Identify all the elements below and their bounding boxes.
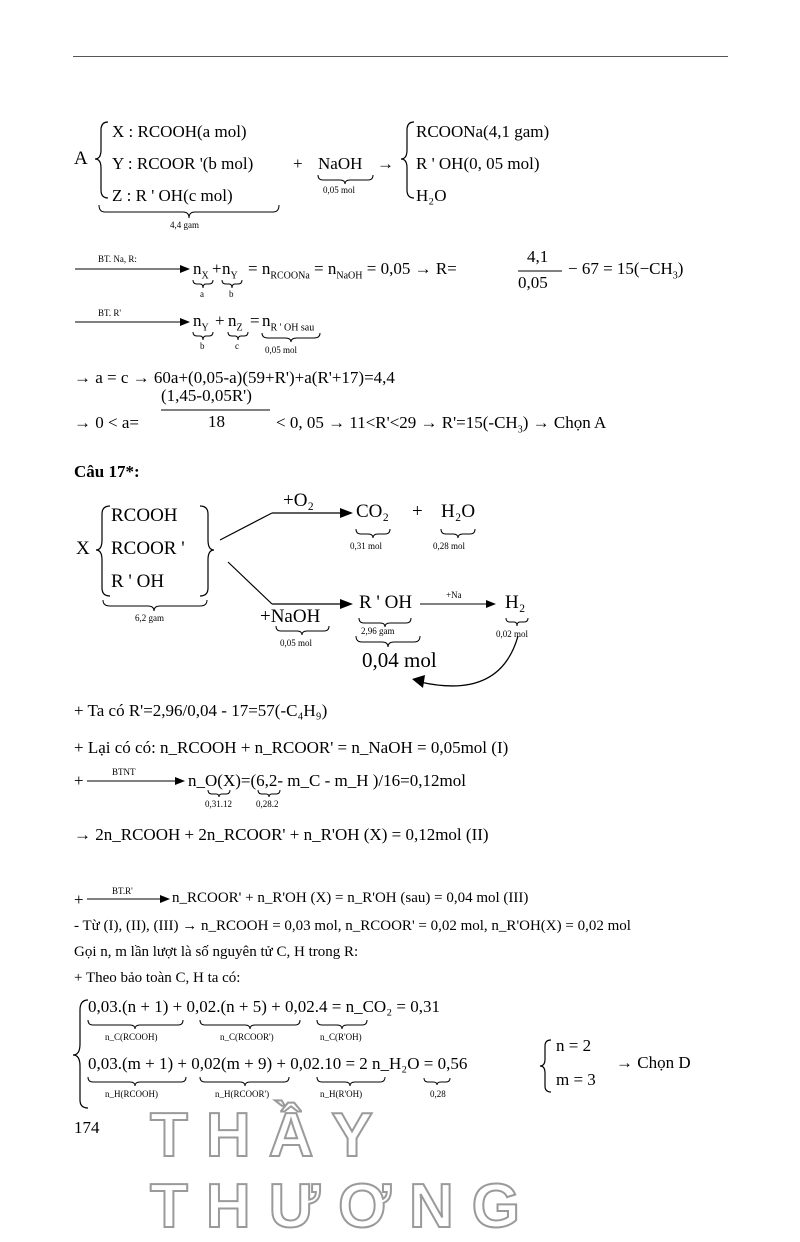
sys-r2-a: n_H(RCOOH) <box>105 1089 158 1099</box>
line4-pre: → 0 < a= <box>74 413 139 432</box>
naoh-1-sub: 0,05 mol <box>323 185 356 195</box>
co2: CO₂ <box>356 501 390 522</box>
btr-label: BT.R' <box>112 886 133 896</box>
question-title: Câu 17*: <box>74 462 140 481</box>
mh-sub: 0,28.2 <box>256 799 279 809</box>
sys-r1-c: n_C(R'OH) <box>320 1032 362 1042</box>
item-z: Z : R ' OH(c mol) <box>112 186 233 205</box>
co2-sub: 0,31 mol <box>350 541 383 551</box>
line1-eq: = $n_{RCOONa} = n_{NaOH} = 0,05 \to R=$ <box>248 259 457 282</box>
step-6: - Từ (I), (II), (III) → n_RCOOH = 0,03 mol, n_RCOOR' = 0,02 mol, n_R'OH(X) = 0,02 mol <box>74 918 631 934</box>
plus-nx: + <box>212 259 222 278</box>
line2-plus: + <box>215 311 225 330</box>
btnt-label: BTNT <box>112 767 136 777</box>
b2-item2: RCOOR ' <box>111 538 185 559</box>
b2-item3: R ' OH <box>111 571 165 592</box>
page-number: 174 <box>74 1118 100 1137</box>
item-y: Y : RCOOR '(b mol) <box>112 154 254 173</box>
bt-na-label: BT. Na, R: <box>98 254 137 264</box>
sys-r2-b: n_H(RCOOR') <box>215 1089 270 1099</box>
step-4: → 2n_RCOOH + 2n_RCOOR' + n_R'OH (X) = 0,12mol (II) <box>74 825 489 844</box>
b2-mass: 6,2 gam <box>135 613 164 623</box>
result-m: m = 3 <box>556 1070 596 1089</box>
roh-sub: 2,96 gam <box>361 626 395 636</box>
step-7: Gọi n, m lần lượt là số nguyên tử C, H trong R: <box>74 944 359 960</box>
step-3-pre: + <box>74 771 84 790</box>
item-x: X : RCOOH(a mol) <box>112 122 247 141</box>
step-5: n_RCOOR' + n_R'OH (X) = n_R'OH (sau) = 0,04 mol (III) <box>172 890 529 906</box>
line2-eq: = <box>250 311 260 330</box>
mc-sub: 0,31.12 <box>205 799 232 809</box>
plus-1: + <box>293 154 303 173</box>
step-1: + Ta có R'=2,96/0,04 - 17=57(-C₄H₉) <box>74 701 328 720</box>
line2-c: c <box>235 341 239 351</box>
sys-row2: 0,03.(m + 1) + 0,02(m + 9) + 0,02.10 = 2 n_H₂O = 0,56 <box>88 1054 468 1073</box>
nx: $n_X$ <box>193 259 209 282</box>
choice-d: → Chọn D <box>616 1053 691 1072</box>
sys-r1-b: n_C(RCOOR') <box>220 1032 274 1042</box>
sub-b: b <box>229 289 234 299</box>
naoh-1: NaOH <box>318 154 363 173</box>
sub-a: a <box>200 289 204 299</box>
sys-r1-a: n_C(RCOOH) <box>105 1032 158 1042</box>
b2-item1: RCOOH <box>111 505 178 526</box>
result-n: n = 2 <box>556 1036 592 1055</box>
sys-row1: 0,03.(n + 1) + 0,02.(n + 5) + 0,02.4 = n_CO₂ = 0,31 <box>88 997 440 1016</box>
naoh-2: +NaOH <box>260 606 321 627</box>
line1-tail: − $67 = 15(-CH_3)$ <box>568 259 684 282</box>
roh: R ' OH <box>359 592 413 613</box>
na-label: +Na <box>446 590 462 600</box>
product-3: H₂O <box>416 186 447 205</box>
frac-num: 4,1 <box>527 247 549 266</box>
line2-nz: $n_Z$ <box>228 311 243 334</box>
bt-r-label: BT. R' <box>98 308 121 318</box>
label-a: A <box>74 148 88 169</box>
line2-b: b <box>200 341 205 351</box>
step-3: n_O(X)=(6,2- m_C - m_H )/16=0,12mol <box>188 771 466 790</box>
step-5-pre: + <box>74 890 84 909</box>
sys-r2-d: 0,28 <box>430 1089 446 1099</box>
naoh-2-sub: 0,05 mol <box>280 638 313 648</box>
h2-sub: 0,02 mol <box>496 629 529 639</box>
mass-a: 4,4 gam <box>170 220 199 230</box>
ny: $n_Y$ <box>222 259 238 282</box>
line2-nr: $n_{R ' OH sau}$ <box>262 311 315 334</box>
h2o: H₂O <box>441 501 476 522</box>
product-2: R ' OH(0, 05 mol) <box>416 154 540 173</box>
o2-label: +O₂ <box>283 490 315 511</box>
step-2: + Lại có có: n_RCOOH + n_RCOOR' = n_NaOH = 0,05mol (I) <box>74 738 509 757</box>
line3: → a = c → 60a+(0,05-a)(59+R')+a(R'+17)=4,4 <box>74 368 395 387</box>
frac-den: 0,05 <box>518 273 548 292</box>
arrow-1: → <box>377 154 394 173</box>
plus-2: + <box>412 501 423 522</box>
step-8: + Theo bảo toàn C, H ta có: <box>74 970 241 986</box>
label-x: X <box>76 538 90 559</box>
line4-den: 18 <box>208 412 225 431</box>
watermark: THẦY THƯƠNG <box>150 1101 538 1241</box>
line4-num: (1,45-0,05R') <box>161 386 252 405</box>
line2-val: 0,05 mol <box>265 345 298 355</box>
mol-label: 0,04 mol <box>362 648 437 672</box>
line4-post: < 0, $05 \to 11<R'<29 \to R'=15(-CH_3)$ → Chọn A <box>276 413 607 436</box>
h2: H₂ <box>505 592 526 613</box>
sys-r2-c: n_H(R'OH) <box>320 1089 363 1099</box>
product-1: RCOONa(4,1 gam) <box>416 122 550 141</box>
line2-ny: $n_Y$ <box>193 311 209 334</box>
h2o-sub: 0,28 mol <box>433 541 466 551</box>
